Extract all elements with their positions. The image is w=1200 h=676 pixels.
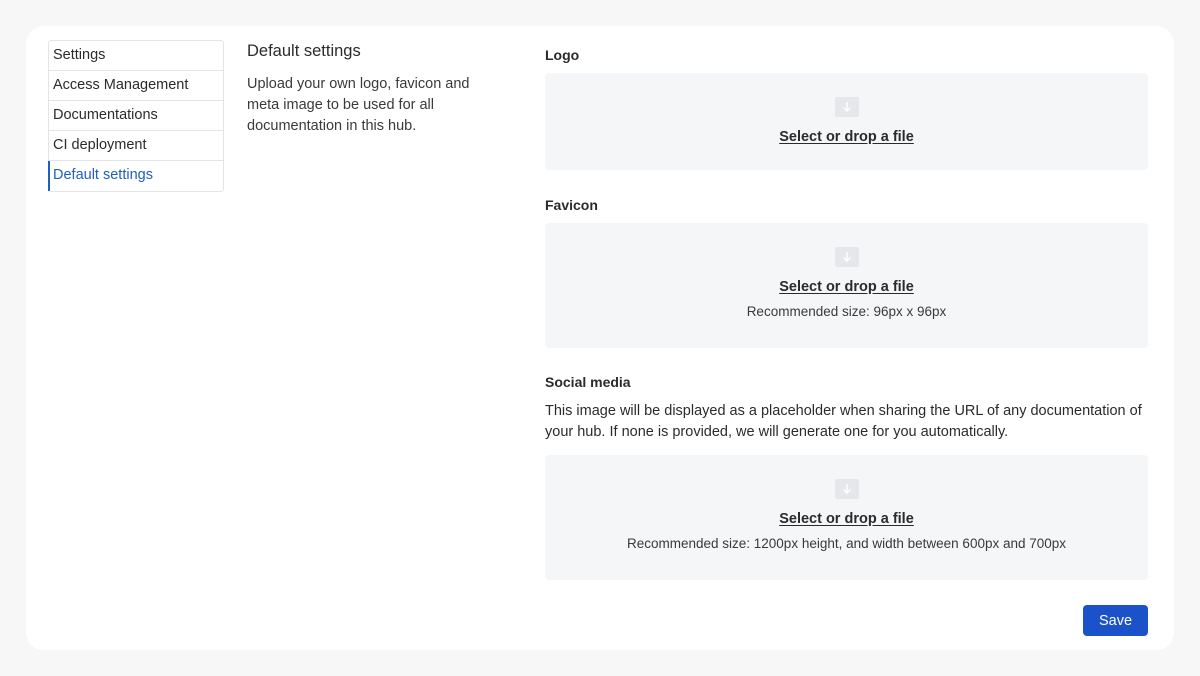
social-media-select-file-link[interactable]: Select or drop a file [779,511,914,527]
social-media-dropzone[interactable] [545,455,1148,580]
social-media-size-hint: Recommended size: 1200px height, and width between 600px and 700px [626,536,1067,551]
social-media-description: This image will be displayed as a placeholder when sharing the URL of any documentation of your hub. If none is provided, we will generate one for you automatically. [545,403,1142,440]
sidebar-item-documentations[interactable]: Documentations [49,101,223,131]
settings-card [26,26,1174,650]
download-arrow-icon [835,247,859,267]
sidebar-item-access-management[interactable]: Access Management [49,71,223,101]
favicon-select-file-link[interactable]: Select or drop a file [779,279,914,295]
logo-dropzone[interactable] [545,73,1148,170]
logo-label: Logo [545,47,580,63]
settings-sidebar [48,40,224,192]
sidebar-item-ci-deployment[interactable]: CI deployment [49,131,223,161]
social-media-label: Social media [545,374,631,390]
favicon-size-hint: Recommended size: 96px x 96px [746,304,947,319]
download-arrow-icon [835,97,859,117]
sidebar-item-settings[interactable]: Settings [49,41,223,71]
logo-select-file-link[interactable]: Select or drop a file [779,129,914,145]
favicon-label: Favicon [545,197,598,213]
intro-panel [247,42,497,137]
page-title: Default settings [247,42,361,60]
download-arrow-icon [835,479,859,499]
page-description: Upload your own logo, favicon and meta image to be used for all documentation in this hub. [247,76,470,134]
sidebar-item-default-settings[interactable]: Default settings [49,161,223,191]
upload-sections [545,46,1148,580]
save-button[interactable]: Save [1083,605,1148,636]
favicon-dropzone[interactable] [545,223,1148,348]
